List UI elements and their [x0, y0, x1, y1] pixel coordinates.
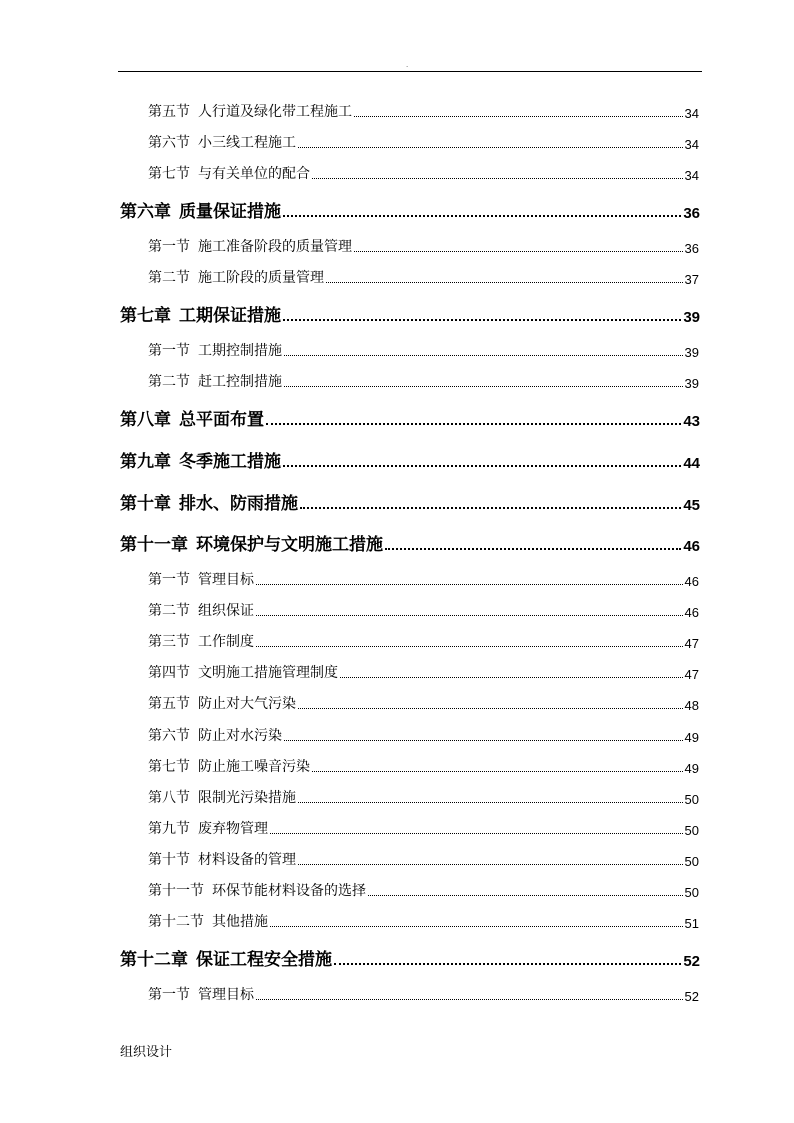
toc-entry-title: 小三线工程施工 [198, 135, 296, 151]
toc-entry-number: 第七节 [148, 166, 190, 182]
header-mark: . [406, 60, 409, 69]
toc-entry-number: 第一节 [148, 239, 190, 255]
toc-entry-page: 39 [684, 376, 699, 391]
toc-entry-page: 47 [684, 667, 699, 682]
toc-entry-number: 第八节 [148, 790, 190, 806]
toc-entry-number: 第十一节 [148, 883, 204, 899]
toc-entry-number: 第六节 [148, 135, 190, 151]
toc-entry-page: 43 [683, 413, 700, 430]
leader-dots [256, 999, 683, 1000]
toc-entry-page: 36 [683, 205, 700, 222]
leader-dots [256, 646, 683, 647]
toc-entry-page: 45 [683, 497, 700, 514]
header-rule [118, 71, 702, 72]
toc-entry-page: 50 [684, 792, 699, 807]
leader-dots [283, 215, 681, 217]
toc-entry-page: 47 [684, 636, 699, 651]
toc-entry-number: 第三节 [148, 634, 190, 650]
toc-entry-page: 46 [684, 574, 699, 589]
toc-entry-number: 第六章 [120, 202, 171, 222]
toc-entry-section[interactable] [148, 631, 699, 651]
toc-entry-page: 48 [684, 698, 699, 713]
toc-entry-title: 保证工程安全措施 [196, 950, 332, 970]
toc-entry-section[interactable] [148, 818, 699, 838]
toc-entry-title: 管理目标 [198, 987, 254, 1003]
toc-entry-number: 第一节 [148, 572, 190, 588]
toc-entry-page: 49 [684, 761, 699, 776]
leader-dots [300, 507, 681, 509]
toc-entry-page: 52 [683, 953, 700, 970]
toc-entry-page: 49 [684, 730, 699, 745]
toc-entry-title: 工作制度 [198, 634, 254, 650]
toc-entry-section[interactable] [148, 163, 699, 183]
toc-entry-title: 与有关单位的配合 [198, 166, 310, 182]
leader-dots [340, 677, 683, 678]
toc-entry-title: 施工准备阶段的质量管理 [198, 239, 352, 255]
leader-dots [298, 802, 683, 803]
leader-dots [385, 548, 681, 550]
leader-dots [284, 355, 683, 356]
toc-entry-number: 第六节 [148, 728, 190, 744]
leader-dots [298, 864, 683, 865]
toc-entry-chapter[interactable] [120, 490, 700, 514]
toc-entry-page: 39 [684, 345, 699, 360]
toc-entry-section[interactable] [148, 101, 699, 121]
toc-entry-chapter[interactable] [120, 448, 700, 472]
toc-entry-chapter[interactable] [120, 406, 700, 430]
toc-entry-number: 第七节 [148, 759, 190, 775]
toc-entry-number: 第八章 [120, 410, 171, 430]
leader-dots [283, 319, 681, 321]
leader-dots [283, 465, 681, 467]
toc-entry-section[interactable] [148, 880, 699, 900]
toc-entry-page: 34 [684, 137, 699, 152]
toc-entry-section[interactable] [148, 849, 699, 869]
toc-entry-number: 第二节 [148, 374, 190, 390]
toc-entry-page: 50 [684, 854, 699, 869]
toc-entry-section[interactable] [148, 569, 699, 589]
toc-entry-section[interactable] [148, 756, 699, 776]
toc-entry-page: 34 [684, 106, 699, 121]
toc-entry-number: 第五节 [148, 104, 190, 120]
toc-entry-title: 防止对大气污染 [198, 696, 296, 712]
toc-entry-title: 环境保护与文明施工措施 [196, 535, 383, 555]
toc-entry-title: 人行道及绿化带工程施工 [198, 104, 352, 120]
leader-dots [256, 615, 683, 616]
toc-entry-title: 赶工控制措施 [198, 374, 282, 390]
toc-entry-number: 第四节 [148, 665, 190, 681]
toc-entry-title: 总平面布置 [179, 410, 264, 430]
toc-entry-section[interactable] [148, 132, 699, 152]
toc-entry-page: 36 [684, 241, 699, 256]
leader-dots [334, 963, 681, 965]
toc-entry-chapter[interactable] [120, 531, 700, 555]
leader-dots [326, 282, 683, 283]
toc-entry-number: 第一节 [148, 343, 190, 359]
toc-entry-number: 第九节 [148, 821, 190, 837]
toc-entry-title: 排水、防雨措施 [179, 494, 298, 514]
toc-entry-section[interactable] [148, 371, 699, 391]
toc-entry-chapter[interactable] [120, 198, 700, 222]
toc-entry-title: 管理目标 [198, 572, 254, 588]
toc-entry-number: 第七章 [120, 306, 171, 326]
toc-entry-title: 施工阶段的质量管理 [198, 270, 324, 286]
toc-entry-page: 44 [683, 455, 700, 472]
toc-entry-page: 46 [683, 538, 700, 555]
toc-entry-page: 39 [683, 309, 700, 326]
leader-dots [266, 423, 681, 425]
toc-entry-title: 质量保证措施 [179, 202, 281, 222]
toc-entry-title: 文明施工措施管理制度 [198, 665, 338, 681]
toc-entry-number: 第五节 [148, 696, 190, 712]
toc-entry-title: 废弃物管理 [198, 821, 268, 837]
toc-entry-title: 防止施工噪音污染 [198, 759, 310, 775]
toc-entry-title: 环保节能材料设备的选择 [212, 883, 366, 899]
toc-entry-title: 组织保证 [198, 603, 254, 619]
toc-entry-title: 工期保证措施 [179, 306, 281, 326]
leader-dots [312, 178, 683, 179]
toc-entry-title: 防止对水污染 [198, 728, 282, 744]
toc-entry-section[interactable] [148, 984, 699, 1004]
leader-dots [270, 833, 683, 834]
toc-entry-section[interactable] [148, 662, 699, 682]
toc-entry-number: 第二节 [148, 270, 190, 286]
toc-entry-chapter[interactable] [120, 946, 700, 970]
toc-entry-page: 34 [684, 168, 699, 183]
toc-entry-section[interactable] [148, 267, 699, 287]
toc-entry-section[interactable] [148, 340, 699, 360]
toc-entry-title: 限制光污染措施 [198, 790, 296, 806]
toc-entry-number: 第十二章 [120, 950, 188, 970]
toc-entry-section[interactable] [148, 725, 699, 745]
toc-entry-page: 46 [684, 605, 699, 620]
leader-dots [354, 251, 683, 252]
toc-entry-section[interactable] [148, 693, 699, 713]
toc-entry-page: 51 [684, 916, 699, 931]
leader-dots [284, 386, 683, 387]
toc-entry-page: 52 [684, 989, 699, 1004]
toc-entry-page: 50 [684, 823, 699, 838]
leader-dots [270, 926, 683, 927]
toc-entry-number: 第一节 [148, 987, 190, 1003]
toc-entry-page: 50 [684, 885, 699, 900]
toc-entry-title: 冬季施工措施 [179, 452, 281, 472]
toc-entry-number: 第二节 [148, 603, 190, 619]
toc-entry-section[interactable] [148, 236, 699, 256]
toc-entry-number: 第十章 [120, 494, 171, 514]
page-footer: 组织设计 [120, 1045, 173, 1060]
leader-dots [312, 771, 683, 772]
toc-entry-title: 工期控制措施 [198, 343, 282, 359]
toc-entry-title: 其他措施 [212, 914, 268, 930]
toc-entry-section[interactable] [148, 787, 699, 807]
leader-dots [354, 116, 683, 117]
leader-dots [298, 147, 683, 148]
toc-entry-number: 第十节 [148, 852, 190, 868]
toc-entry-section[interactable] [148, 600, 699, 620]
toc-entry-number: 第十一章 [120, 535, 188, 555]
toc-entry-page: 37 [684, 272, 699, 287]
leader-dots [284, 740, 683, 741]
leader-dots [368, 895, 683, 896]
toc-entry-number: 第九章 [120, 452, 171, 472]
toc-entry-title: 材料设备的管理 [198, 852, 296, 868]
leader-dots [298, 708, 683, 709]
toc-entry-number: 第十二节 [148, 914, 204, 930]
leader-dots [256, 584, 683, 585]
toc-entry-section[interactable] [148, 911, 699, 931]
toc-entry-chapter[interactable] [120, 302, 700, 326]
